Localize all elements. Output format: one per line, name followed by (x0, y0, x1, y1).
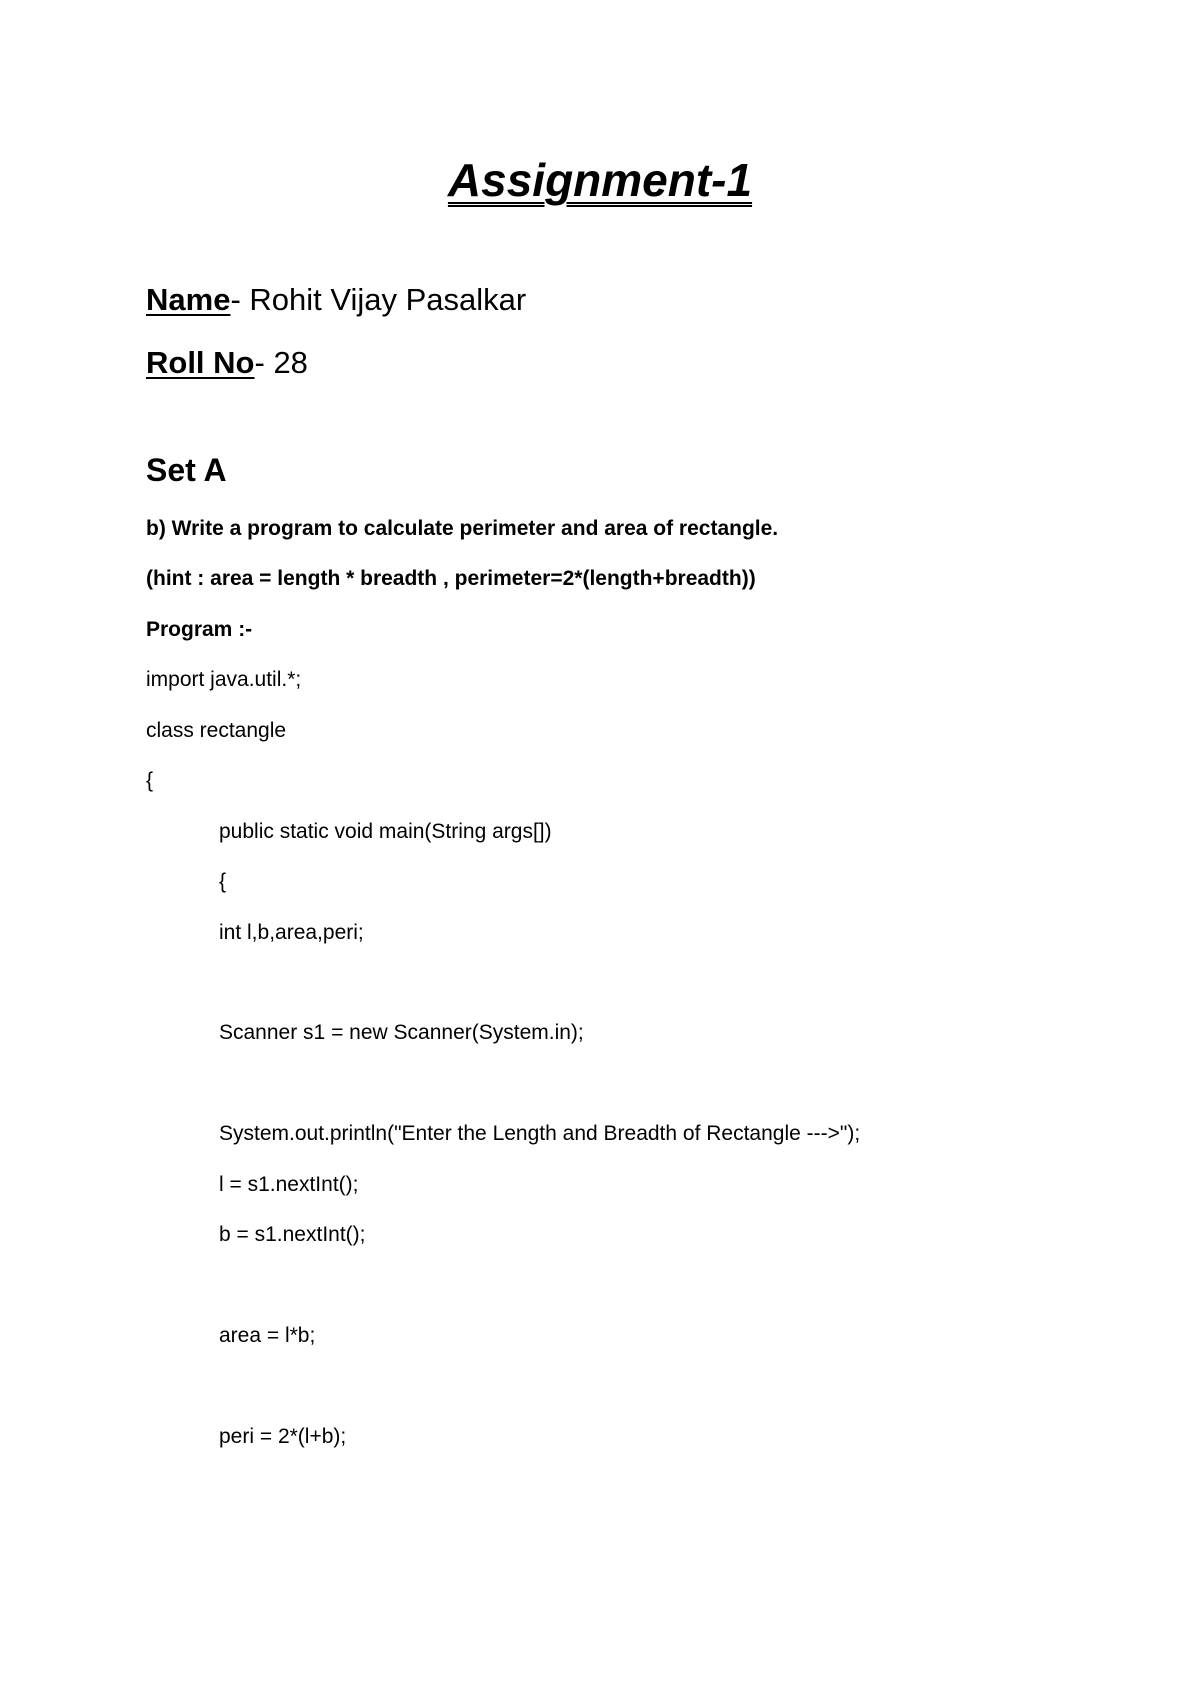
code-line: System.out.println("Enter the Length and Breadth of Rectangle --->"); (219, 1122, 861, 1145)
code-line: import java.util.*; (146, 668, 302, 691)
roll-number: 28 (264, 345, 308, 380)
student-name-line (146, 280, 526, 320)
program-label: Program :- (146, 618, 253, 641)
code-line: l = s1.nextInt(); (219, 1173, 359, 1196)
code-line: int l,b,area,peri; (219, 921, 364, 944)
name-label: Name (146, 282, 231, 317)
code-line: peri = 2*(l+b); (219, 1425, 347, 1448)
code-line: { (219, 870, 227, 893)
section-heading: Set A (146, 452, 227, 488)
code-line: Scanner s1 = new Scanner(System.in); (219, 1021, 584, 1044)
code-line: public static void main(String args[]) (219, 820, 552, 843)
code-line: class rectangle (146, 719, 287, 742)
hint-text: (hint : area = length * breadth , perimeter=2*(length+breadth)) (146, 567, 756, 590)
code-line: { (146, 769, 154, 792)
name-separator: - (230, 282, 241, 317)
code-line: b = s1.nextInt(); (219, 1223, 366, 1246)
roll-label: Roll No (146, 345, 255, 380)
question-text: b) Write a program to calculate perimeter and area of rectangle. (146, 517, 779, 540)
code-line: area = l*b; (219, 1324, 316, 1347)
roll-separator: - (254, 345, 265, 380)
document-title: Assignment-1 (447, 154, 753, 206)
student-name: Rohit Vijay Pasalkar (240, 282, 527, 317)
roll-number-line (146, 343, 308, 383)
